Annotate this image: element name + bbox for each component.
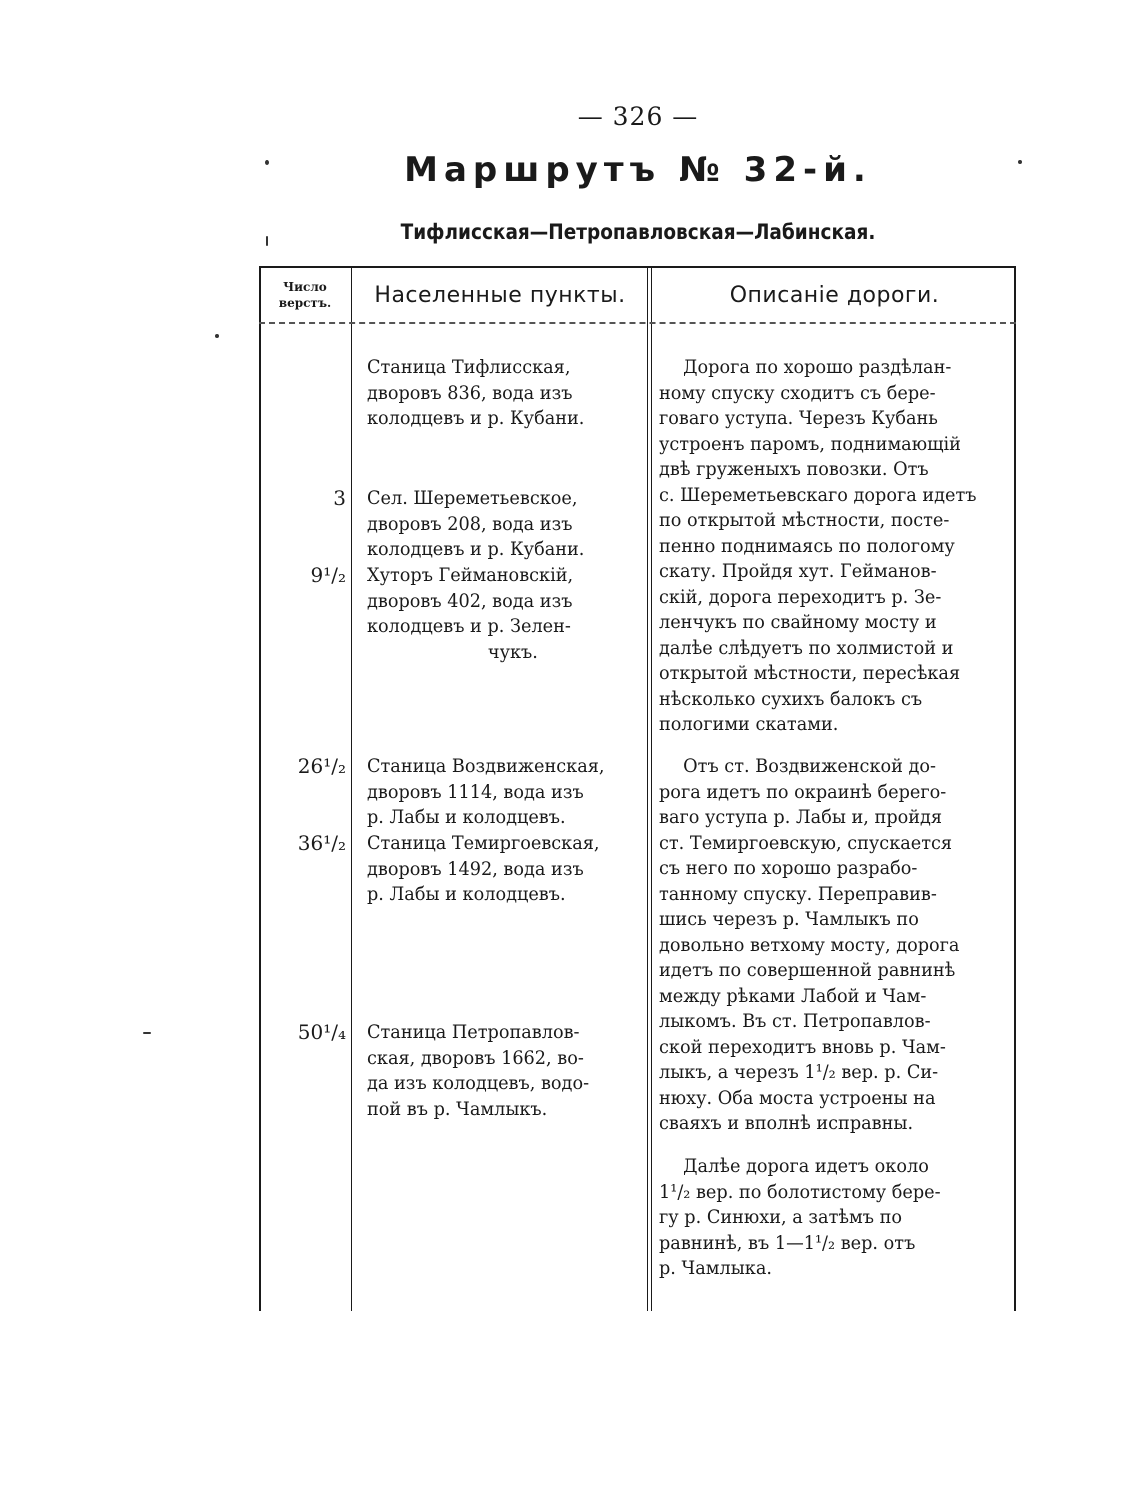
- description-line: нѣсколько сухихъ балокъ съ: [659, 687, 923, 710]
- print-speck: [143, 1032, 151, 1034]
- page-number: — 326 —: [577, 102, 699, 131]
- description-line: равнинѣ, въ 1—1¹/₂ вер. отъ: [659, 1231, 916, 1254]
- header-places: Населенные пункты.: [374, 282, 626, 308]
- description-paragraph: [659, 1154, 941, 1282]
- place-line: пой въ р. Чамлыкъ.: [367, 1097, 548, 1120]
- table-left-border: [259, 266, 261, 1311]
- description-line: ваго уступа р. Лабы и, пройдя: [659, 806, 943, 828]
- place-line: колодцевъ и р. Кубани.: [367, 407, 585, 429]
- place-line: р. Лабы и колодцевъ.: [367, 883, 566, 905]
- description-line: устроенъ паромъ, поднимающій: [659, 432, 961, 455]
- table-right-border: [1014, 266, 1016, 1311]
- place-line: Станица Темиргоевская,: [367, 832, 600, 854]
- description-line: ст. Темиргоевскую, спускается: [659, 831, 953, 854]
- description-line: ленчукъ по свайному мосту и: [659, 611, 937, 633]
- place-entry: [367, 1020, 589, 1122]
- description-line: по открытой мѣстности, посте-: [659, 509, 950, 531]
- place-entry: [367, 831, 600, 908]
- column-divider-2b: [651, 266, 652, 1311]
- description-line: идетъ по совершенной равнинѣ: [659, 959, 956, 981]
- description-line: ному спуску сходитъ съ бере-: [659, 381, 936, 404]
- place-line: Сел. Шереметьевское,: [367, 487, 578, 509]
- distance-value: 3: [333, 486, 346, 510]
- place-line: колодцевъ и р. Зелен-: [367, 615, 571, 637]
- print-speck: [215, 334, 219, 338]
- description-line: Дорога по хорошо раздѣлан-: [683, 356, 952, 378]
- description-line: между рѣками Лабой и Чам-: [659, 984, 927, 1007]
- description-line: двѣ груженыхъ повозки. Отъ: [659, 458, 929, 480]
- place-line: дворовъ 836, вода изъ: [367, 381, 573, 404]
- place-line: ская, дворовъ 1662, во-: [367, 1046, 584, 1069]
- distance-value: 50¹/₄: [297, 1020, 346, 1044]
- description-line: говаго уступа. Черезъ Кубань: [659, 407, 938, 429]
- description-line: шись черезъ р. Чамлыкъ по: [659, 908, 919, 930]
- place-entry: [367, 355, 584, 432]
- place-entry: [367, 754, 604, 831]
- distance-value: 26¹/₂: [297, 754, 346, 778]
- description-line: довольно ветхому мосту, дорога: [659, 933, 960, 956]
- print-speck: [266, 236, 268, 246]
- place-line: чукъ.: [487, 640, 538, 663]
- header-versts-line1: Число: [283, 280, 327, 294]
- description-line: р. Чамлыка.: [659, 1257, 772, 1279]
- description-line: рога идетъ по окраинѣ берего-: [659, 780, 947, 803]
- description-line: лыкъ, а черезъ 1¹/₂ вер. р. Си-: [659, 1061, 939, 1083]
- route-table: [259, 266, 1016, 1311]
- description-line: Далѣе дорога идетъ около: [683, 1155, 929, 1177]
- print-speck: [265, 160, 269, 165]
- route-subtitle: Тифлисская—Петропавловская—Лабинская.: [400, 220, 876, 244]
- description-line: скату. Пройдя хут. Гейманов-: [659, 560, 937, 582]
- description-paragraph: [659, 355, 977, 738]
- description-line: лыкомъ. Въ ст. Петропавлов-: [659, 1010, 931, 1032]
- place-line: дворовъ 208, вода изъ: [367, 512, 573, 535]
- description-line: далѣе слѣдуетъ по холмистой и: [659, 636, 954, 659]
- distance-value: 36¹/₂: [297, 831, 346, 855]
- column-divider-1: [351, 266, 352, 1311]
- place-entry: [367, 563, 573, 665]
- description-line: 1¹/₂ вер. по болотистому бере-: [659, 1180, 941, 1203]
- place-entry: [367, 486, 584, 563]
- place-line: Станица Воздвиженская,: [367, 755, 605, 777]
- place-line: колодцевъ и р. Кубани.: [367, 538, 585, 560]
- place-line: дворовъ 1492, вода изъ: [367, 857, 584, 880]
- description-line: съ него по хорошо разрабо-: [659, 857, 918, 879]
- description-line: скій, дорога переходитъ р. Зе-: [659, 585, 942, 608]
- description-paragraph: [659, 754, 959, 1137]
- description-line: открытой мѣстности, пересѣкая: [659, 662, 961, 684]
- route-title: Маршрутъ № 32-й.: [404, 150, 872, 190]
- place-line: дворовъ 1114, вода изъ: [367, 780, 584, 803]
- place-line: Хуторъ Геймановскій,: [367, 564, 574, 586]
- description-line: ской переходитъ вновь р. Чам-: [659, 1035, 946, 1058]
- description-line: Отъ ст. Воздвиженской до-: [683, 755, 937, 777]
- place-line: Станица Тифлисская,: [367, 356, 571, 378]
- print-speck: [1018, 160, 1022, 164]
- description-line: с. Шереметьевскаго дорога идетъ: [659, 483, 977, 506]
- place-line: дворовъ 402, вода изъ: [367, 589, 573, 612]
- header-versts: [259, 266, 351, 324]
- description-line: пологими скатами.: [659, 713, 839, 735]
- place-line: да изъ колодцевъ, водо-: [367, 1072, 590, 1094]
- description-line: нюху. Оба моста устроены на: [659, 1086, 936, 1109]
- place-line: Станица Петропавлов-: [367, 1021, 580, 1043]
- header-description: Описаніе дороги.: [729, 282, 940, 308]
- description-line: сваяхъ и вполнѣ исправны.: [659, 1112, 914, 1134]
- distance-value: 9¹/₂: [310, 563, 346, 587]
- column-divider-2a: [647, 266, 648, 1311]
- description-line: танному спуску. Переправив-: [659, 882, 937, 905]
- header-versts-line2: верстъ.: [278, 296, 332, 310]
- place-line: р. Лабы и колодцевъ.: [367, 806, 566, 828]
- description-line: гу р. Синюхи, а затѣмъ по: [659, 1206, 903, 1228]
- description-line: пенно поднимаясь по пологому: [659, 534, 955, 557]
